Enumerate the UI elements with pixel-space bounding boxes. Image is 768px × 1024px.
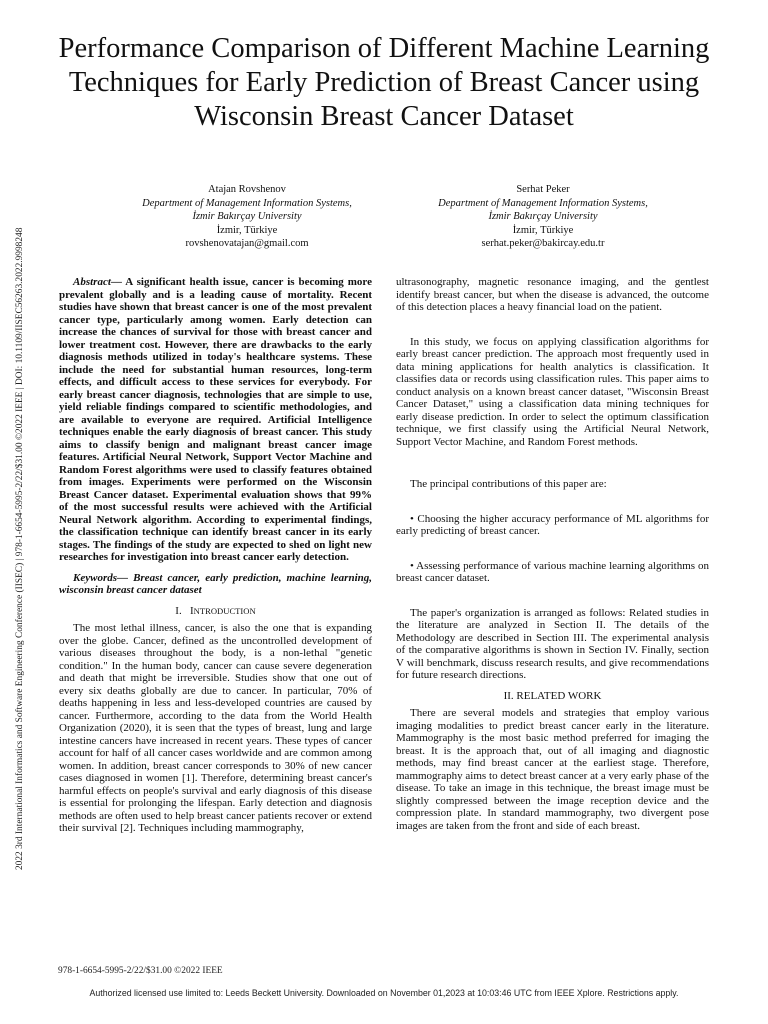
- author-name: Atajan Rovshenov: [208, 184, 286, 195]
- author-university: İzmir Bakırçay University: [192, 211, 302, 222]
- organization-paragraph: The paper's organization is arranged as follows: Related studies in the literature are analyzed in Section II. The details of the Methodology are described in Section III. The experimental analysis of the comparative algorithms is shown in Section IV. Finally, section V will benchmark, discuss research results, and give recommendations for future research directions.: [396, 606, 709, 681]
- keywords-text: — Breast cancer, early prediction, machine learning, wisconsin breast cancer dataset: [59, 571, 372, 596]
- author-university: İzmir Bakırçay University: [488, 211, 598, 222]
- author-email: serhat.peker@bakircay.edu.tr: [481, 238, 605, 249]
- section-heading-introduction: [59, 605, 372, 618]
- study-paragraph: In this study, we focus on applying classification algorithms for early breast cancer prediction. The approach most frequently used in data mining applications for health analytics is classification. It classifies data or records using classification rules. This paper aims to conduct analysis on a known breast cancer dataset, "Wisconsin Breast Cancer Dataset," using a classification data mining techniques for early disease prediction. In order to select the optimum classification technique, we first classify using the Artificial Neural Network, Support Vector Machine, and Random Forest methods.: [396, 335, 709, 448]
- author-department: Department of Management Information Systems,: [142, 197, 352, 209]
- abstract-dash: —: [110, 276, 122, 288]
- keywords-label: Keywords: [73, 571, 117, 584]
- section-numeral: I.: [175, 604, 182, 617]
- author-department: Department of Management Information Systems,: [438, 197, 648, 209]
- related-work-paragraph: There are several models and strategies that employ various imaging modalities to predict breast cancer early in the literature. Mammography is the most basic method preferred for imaging the breast. It is the approach that, out of all imaging and diagnostic methods, may find breast cancer at the earliest stage. Therefore, mammography aims to detect breast cancer at a very early phase of the disease. To take an image in this technique, the breast image must be slightly compressed between the image reception device and the compression plate. In standard mammography, two divergent pose images are taken from the front and side of each breast.: [396, 707, 709, 832]
- continuation-paragraph: ultrasonography, magnetic resonance imaging, and the gentlest identify breast cancer, but when the disease is advanced, the outcome of this detection places a heavy financial load on the patient.: [396, 276, 709, 313]
- contributions-intro: The principal contributions of this paper are:: [410, 478, 607, 490]
- left-column: [59, 276, 372, 835]
- section-title-initial: I: [189, 604, 194, 617]
- section-title-rest: NTRODUCTION: [193, 605, 256, 616]
- author-block-2: [408, 183, 678, 251]
- section-heading-related-work: II. RELATED WORK: [503, 689, 602, 702]
- abstract: [59, 276, 372, 564]
- footer-copyright: 978-1-6654-5995-2/22/$31.00 ©2022 IEEE: [58, 966, 223, 976]
- abstract-text: A significant health issue, cancer is becoming more prevalent globally and is a leading cause of mortality. Recent studies have shown that breast cancer is one of the most prevalent cancer type, particularly among women. Early detection can increase the chances of survival for those with breast cancer and lower treatment cost. However, there are drawbacks to the early diagnosis methods utilized in today's healthcare systems. These include the need for substantial human resources, long-term effects, and difficult access to these services for everybody. For early breast cancer diagnosis, technologies that are simple to use, yield reliable findings compared to scientific methodologies, and are available to everyone are required. Artificial Intelligence techniques enable the early diagnosis of breast cancer. This study aims to classify benign and malignant breast cancer image features. Artificial Neural Network, Support Vector Machine and Random Forest algorithms were used to classify features obtained from images. Experiments were performed on the Wisconsin Breast Cancer dataset. Experimental evaluation shows that 99% of the most successful results were achieved with the Artificial Neural Network algorithm. According to experimental findings, the classification technique can identify breast cancer in its early stages. The findings of the study are expected to shed on light new researches for investigation into breast cancer early detection.: [59, 276, 372, 563]
- author-name: Serhat Peker: [516, 184, 570, 195]
- contribution-bullet: • Choosing the higher accuracy performance of ML algorithms for early predicting of breast cancer.: [396, 512, 709, 537]
- author-city: İzmir, Türkiye: [512, 224, 574, 236]
- right-column: [396, 276, 709, 832]
- introduction-paragraph: The most lethal illness, cancer, is also the one that is expanding over the globe. Cancer, defined as the uncontrolled development of various diseases throughout the body, is a non-lethal "genetic condition." In the human body, cancer can cause severe degeneration and death that might be irreversible. Studies show that one out of every six deaths globally are due to cancer. In particular, 70% of deaths happening in less and less-developed countries are caused by cancer. Furthermore, according to the data from the World Health Organization (2020), it is seen that the types of breast, lung and large intestine cancers have increased in recent years. These types of cancer account for half of all cancer cases worldwide and are common among women. In addition, breast cancer corresponds to 30% of new cancer cases diagnosed in women [1]. Therefore, determining breast cancer's harmful effects on people's survival and early diagnosis of this disease is essential for prolonging the lifespan. Early detection and diagnosis methods are often used to help breast cancer patients recover or extend their survival [2]. Techniques including mammography,: [59, 622, 372, 834]
- abstract-label: Abstract: [73, 276, 111, 288]
- contribution-bullet: • Assessing performance of various machine learning algorithms on breast cancer dataset.: [396, 559, 709, 584]
- author-city: İzmir, Türkiye: [216, 224, 278, 236]
- author-block-1: [112, 183, 382, 251]
- keywords: [59, 572, 372, 597]
- footer-license-notice: Authorized licensed use limited to: Leeds Beckett University. Downloaded on November 01,2023 at 10:03:46 UTC from IEEE Xplore. Restrictions apply.: [89, 988, 679, 998]
- author-email: rovshenovatajan@gmail.com: [185, 238, 309, 249]
- paper-title: Performance Comparison of Different Machine Learning Techniques for Early Prediction of Breast Cancer using Wisconsin Breast Cancer Dataset: [58, 33, 710, 132]
- conference-sidebar-text: 2022 3rd International Informatics and Software Engineering Conference (IISEC) | 978-1-6654-5995-2/22/$31.00 ©2022 IEEE | DOI: 10.1109/IISEC56263.2022.9998248: [15, 227, 25, 870]
